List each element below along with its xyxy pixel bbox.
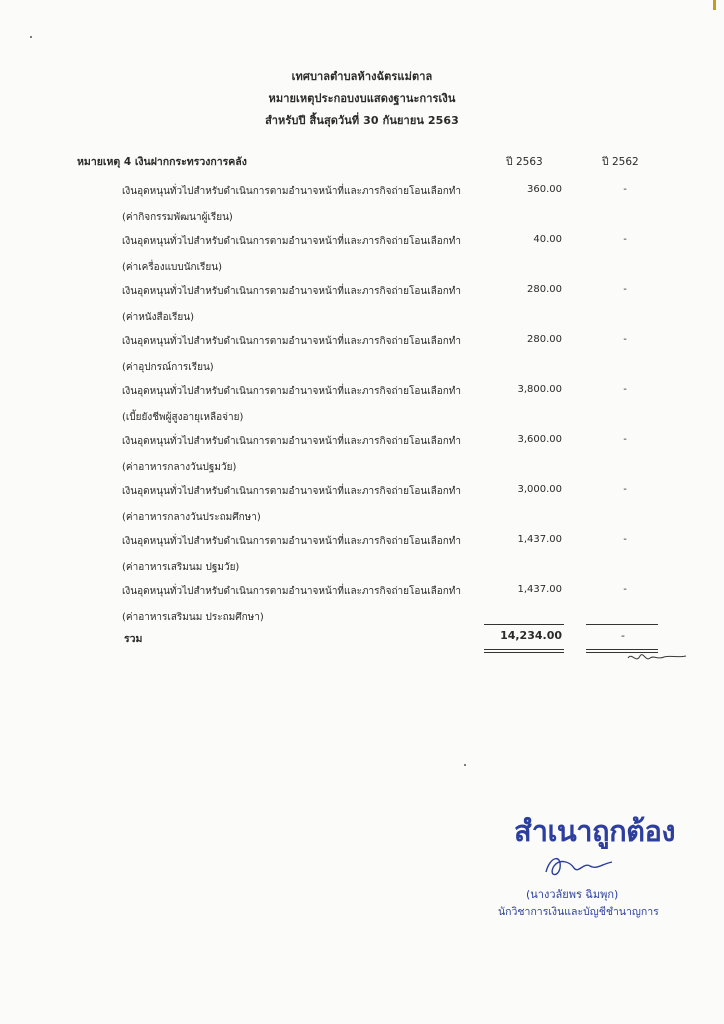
item-description: เงินอุดหนุนทั่วไปสำหรับดำเนินการตามอำนาจหน้าที่และภารกิจถ่ายโอนเลือกทำ: [122, 186, 462, 197]
initials-signature-icon: [626, 646, 690, 668]
handwritten-signature-icon: [540, 848, 620, 882]
item-amount-2563: 1,437.00: [517, 534, 562, 545]
item-description: เงินอุดหนุนทั่วไปสำหรับดำเนินการตามอำนาจหน้าที่และภารกิจถ่ายโอนเลือกทำ: [122, 536, 462, 547]
item-amount-2562: -: [623, 234, 627, 245]
total-amount-2563: 14,234.00: [500, 629, 562, 642]
item-detail: (ค่าเครื่องแบบนักเรียน): [122, 262, 222, 273]
item-detail: (ค่าอาหารเสริมนม ปฐมวัย): [122, 562, 240, 573]
item-amount-2562: -: [623, 384, 627, 395]
subtotal-rule-2562: [586, 624, 658, 625]
item-amount-2563: 280.00: [527, 284, 562, 295]
item-amount-2562: -: [623, 534, 627, 545]
total-double-rule-2563-b: [484, 652, 564, 653]
note-title: หมายเหตุ 4 เงินฝากกระทรวงการคลัง: [77, 156, 247, 168]
item-amount-2562: -: [623, 484, 627, 495]
organization-name: เทศบาลตำบลห้างฉัตรแม่ตาล: [291, 70, 433, 83]
stamp-signer-position: นักวิชาการเงินและบัญชีชำนาญการ: [498, 906, 659, 918]
item-amount-2562: -: [623, 284, 627, 295]
page-corner-mark: [713, 0, 716, 10]
item-amount-2563: 280.00: [527, 334, 562, 345]
item-description: เงินอุดหนุนทั่วไปสำหรับดำเนินการตามอำนาจหน้าที่และภารกิจถ่ายโอนเลือกทำ: [122, 586, 462, 597]
item-detail: (ค่าหนังสือเรียน): [122, 312, 195, 323]
subtotal-rule-2563: [484, 624, 564, 625]
total-label: รวม: [124, 633, 143, 645]
column-header-2562: ปี 2562: [602, 156, 639, 168]
item-amount-2563: 360.00: [527, 184, 562, 195]
document-header: [0, 66, 724, 132]
scan-speck: [30, 36, 32, 38]
total-amount-2562: -: [621, 629, 625, 642]
stamp-signer-name: (นางวลัยพร ฉิมพุก): [526, 888, 619, 901]
item-description: เงินอุดหนุนทั่วไปสำหรับดำเนินการตามอำนาจหน้าที่และภารกิจถ่ายโอนเลือกทำ: [122, 286, 462, 297]
item-amount-2562: -: [623, 184, 627, 195]
item-description: เงินอุดหนุนทั่วไปสำหรับดำเนินการตามอำนาจหน้าที่และภารกิจถ่ายโอนเลือกทำ: [122, 336, 462, 347]
item-amount-2562: -: [623, 334, 627, 345]
item-amount-2563: 3,000.00: [517, 484, 562, 495]
item-amount-2563: 3,600.00: [517, 434, 562, 445]
stamp-title: สำเนาถูกต้อง: [514, 814, 676, 848]
document-title: หมายเหตุประกอบงบแสดงฐานะการเงิน: [268, 92, 456, 105]
item-amount-2563: 40.00: [533, 234, 562, 245]
item-amount-2562: -: [623, 434, 627, 445]
item-amount-2563: 3,800.00: [517, 384, 562, 395]
item-amount-2562: -: [623, 584, 627, 595]
item-description: เงินอุดหนุนทั่วไปสำหรับดำเนินการตามอำนาจหน้าที่และภารกิจถ่ายโอนเลือกทำ: [122, 486, 462, 497]
item-amount-2563: 1,437.00: [517, 584, 562, 595]
item-detail: (ค่ากิจกรรมพัฒนาผู้เรียน): [122, 212, 233, 223]
item-description: เงินอุดหนุนทั่วไปสำหรับดำเนินการตามอำนาจหน้าที่และภารกิจถ่ายโอนเลือกทำ: [122, 386, 462, 397]
scan-speck: [464, 764, 466, 766]
item-detail: (ค่าอาหารเสริมนม ประถมศึกษา): [122, 612, 264, 623]
item-detail: (ค่าอาหารกลางวันปฐมวัย): [122, 462, 237, 473]
total-double-rule-2563-a: [484, 649, 564, 650]
item-detail: (ค่าอุปกรณ์การเรียน): [122, 362, 214, 373]
period-line: สำหรับปี สิ้นสุดวันที่ 30 กันยายน 2563: [265, 114, 459, 127]
item-description: เงินอุดหนุนทั่วไปสำหรับดำเนินการตามอำนาจหน้าที่และภารกิจถ่ายโอนเลือกทำ: [122, 236, 462, 247]
item-detail: (ค่าอาหารกลางวันประถมศึกษา): [122, 512, 261, 523]
item-description: เงินอุดหนุนทั่วไปสำหรับดำเนินการตามอำนาจหน้าที่และภารกิจถ่ายโอนเลือกทำ: [122, 436, 462, 447]
item-detail: (เบี้ยยังชีพผู้สูงอายุเหลือจ่าย): [122, 412, 244, 423]
column-header-2563: ปี 2563: [506, 156, 543, 168]
